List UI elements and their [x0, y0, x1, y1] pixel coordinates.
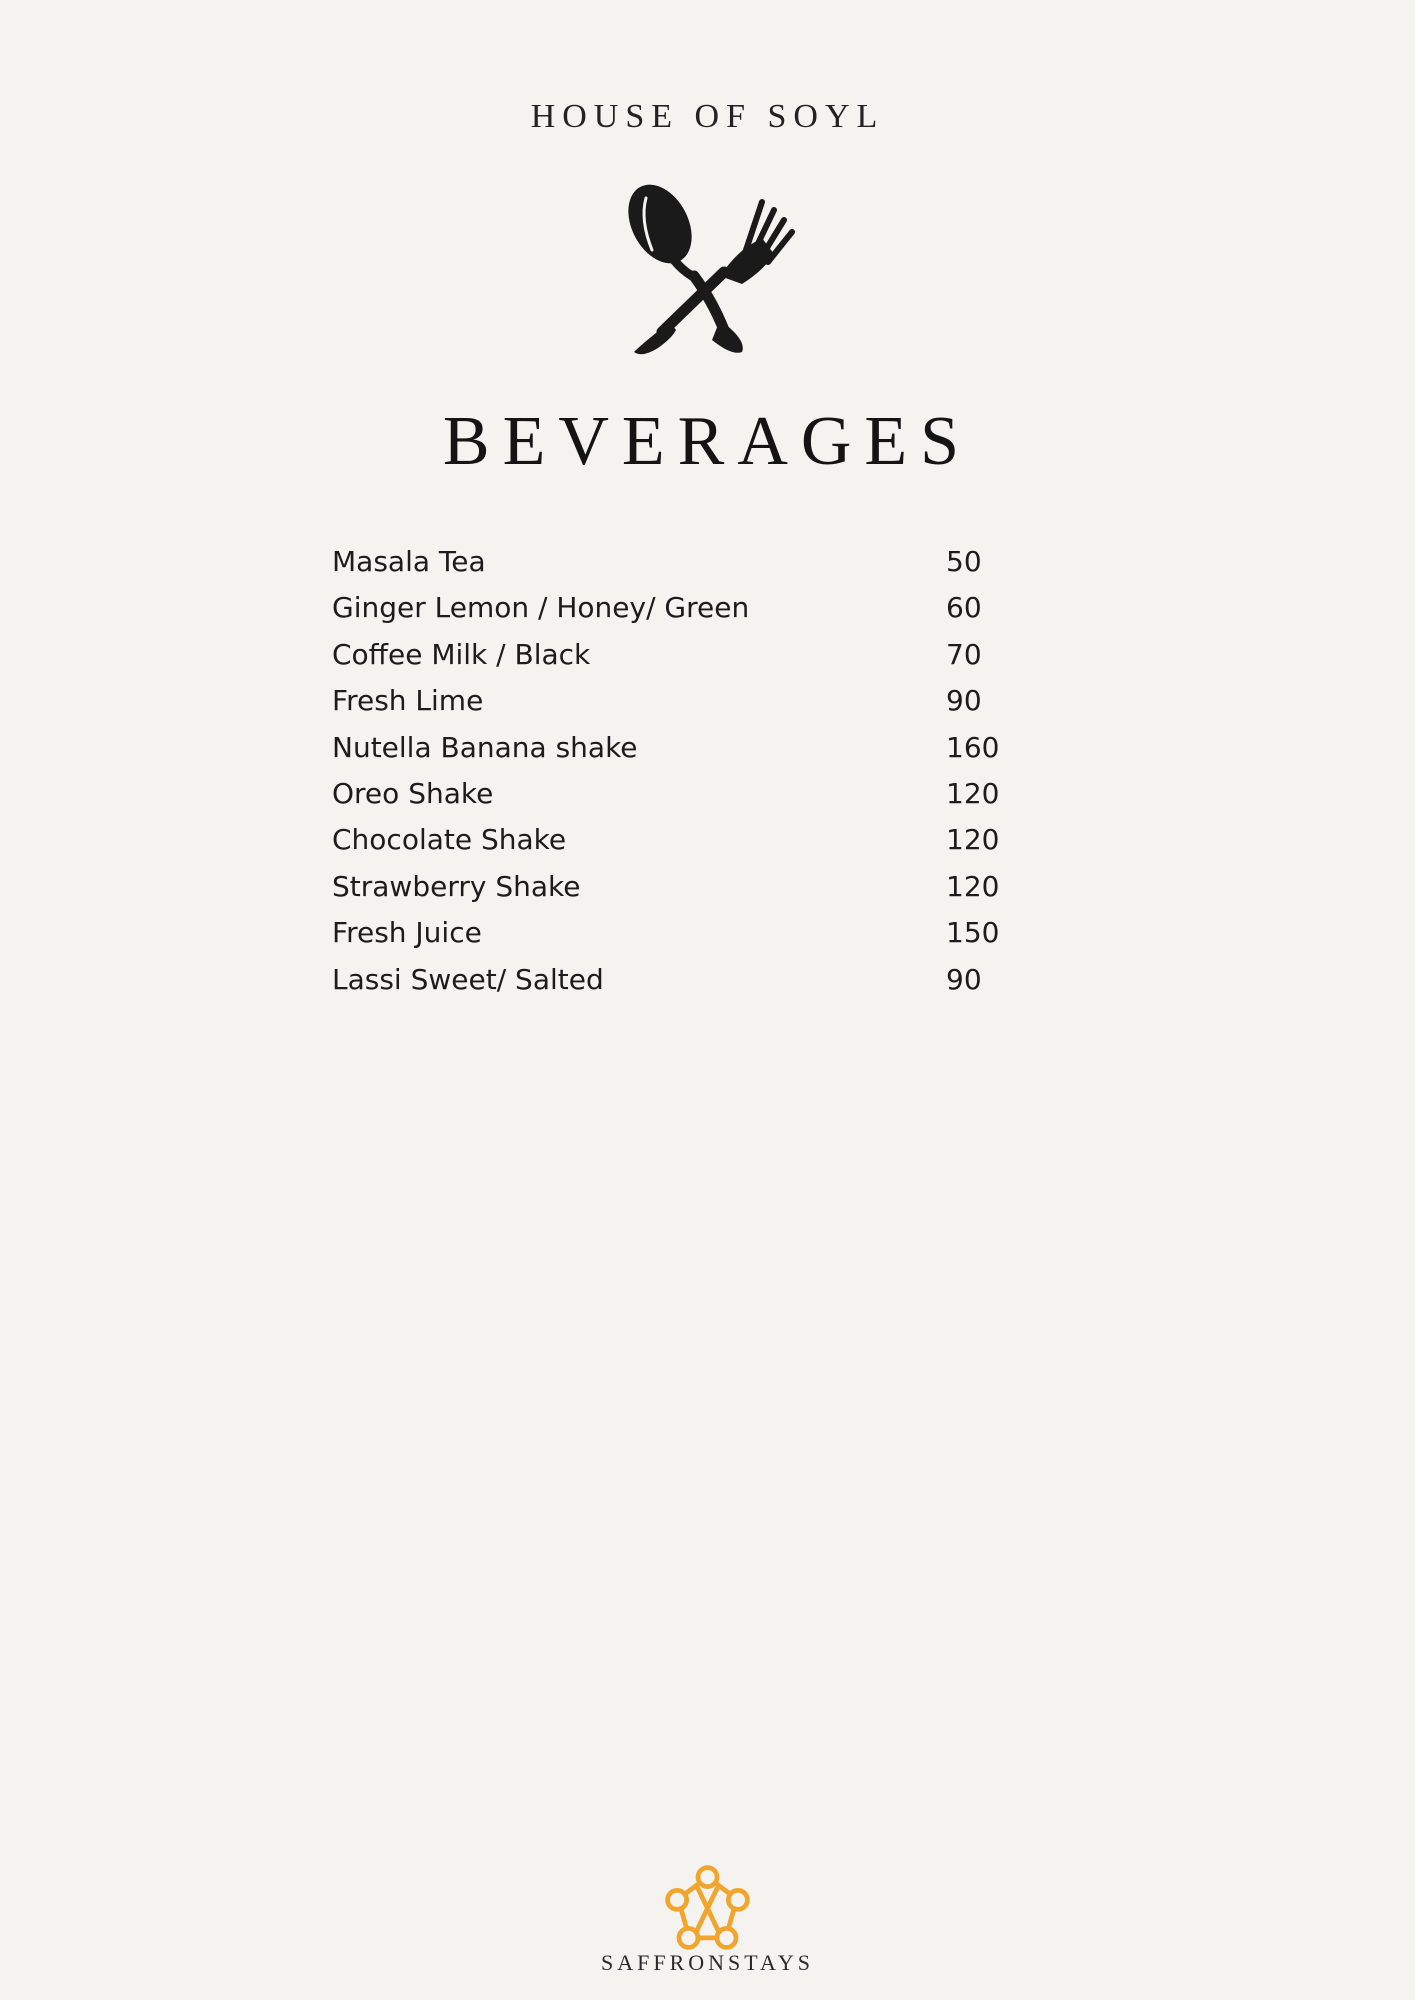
item-name: Fresh Juice — [332, 916, 482, 950]
menu-item — [332, 540, 1032, 586]
spoon-icon — [616, 180, 743, 353]
item-price: 90 — [946, 962, 982, 996]
item-price: 70 — [946, 637, 982, 671]
menu-item — [332, 679, 1032, 725]
menu-item — [332, 726, 1032, 772]
menu-item — [332, 958, 1032, 1004]
item-name: Strawberry Shake — [332, 869, 581, 903]
beverage-list — [332, 540, 1032, 1004]
item-name: Lassi Sweet/ Salted — [332, 962, 604, 996]
item-name: Ginger Lemon / Honey/ Green — [332, 591, 750, 625]
item-name: Coffee Milk / Black — [332, 637, 591, 671]
item-price: 120 — [946, 869, 1000, 903]
footer-brand: SAFFRONSTAYS — [601, 1950, 814, 1975]
menu-item — [332, 818, 1032, 864]
item-price: 120 — [946, 823, 1000, 857]
item-price: 50 — [946, 545, 982, 578]
menu-item — [332, 911, 1032, 957]
menu-item — [332, 586, 1032, 632]
item-name: Fresh Lime — [332, 684, 484, 718]
section-title: BEVERAGES — [442, 403, 973, 480]
saffronstays-knot-logo-icon — [660, 1860, 755, 1955]
item-price: 90 — [946, 684, 982, 718]
item-name: Masala Tea — [332, 545, 486, 578]
item-price: 120 — [946, 776, 1000, 810]
item-price: 150 — [946, 916, 1000, 950]
menu-item — [332, 633, 1032, 679]
item-price: 160 — [946, 730, 1000, 764]
menu-item — [332, 772, 1032, 818]
brand-name: HOUSE OF SOYL — [530, 98, 885, 135]
spoon-fork-crossed-icon — [612, 180, 802, 365]
item-name: Chocolate Shake — [332, 823, 567, 857]
item-name: Oreo Shake — [332, 776, 494, 810]
item-name: Nutella Banana shake — [332, 730, 638, 764]
menu-item — [332, 865, 1032, 911]
item-price: 60 — [946, 591, 982, 625]
